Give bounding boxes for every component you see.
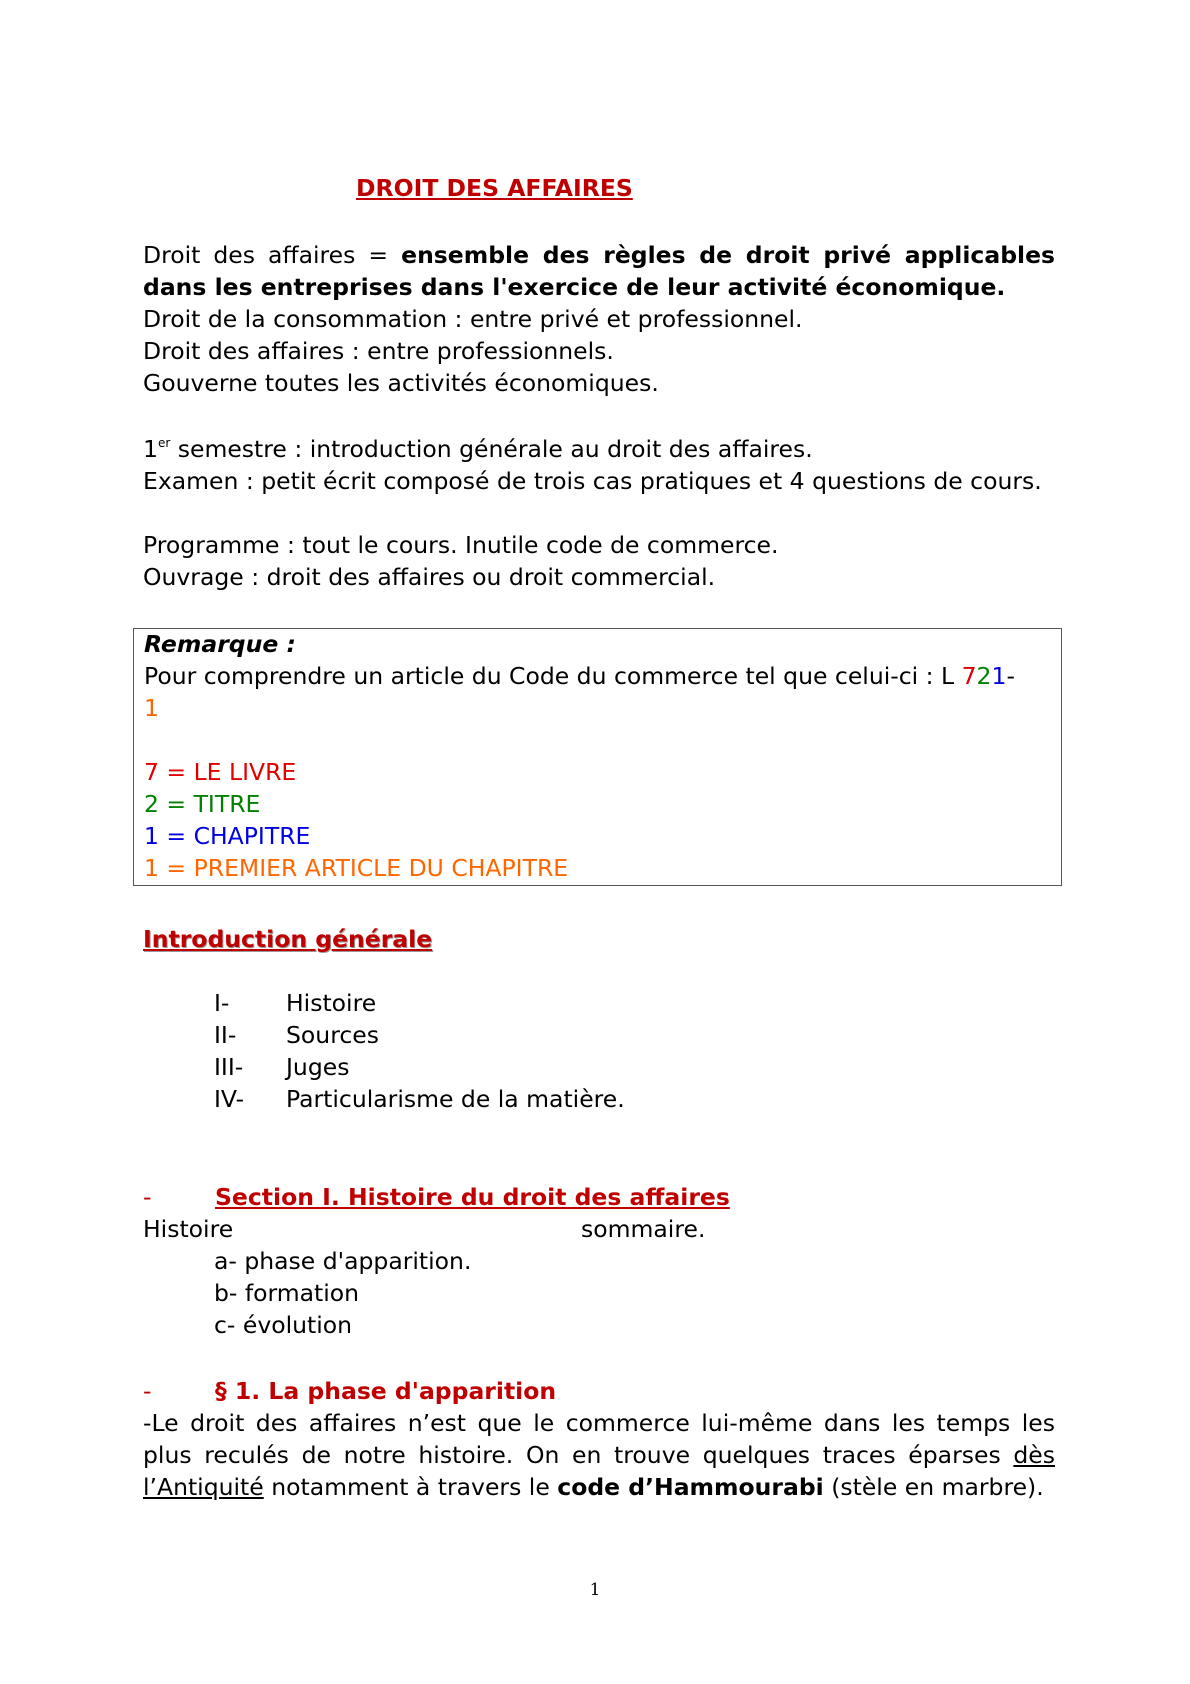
code-digit-chapitre: 1 [991,662,1007,690]
legend-article: 1 = PREMIER ARTICLE DU CHAPITRE [144,854,569,882]
intro-line-consommation: Droit de la consommation : entre privé et professionnel. [143,305,803,333]
section-1-sub-a: a- phase d'apparition. [214,1247,472,1275]
paragraph-1-text-c: (stèle en marbre). [823,1473,1044,1501]
antiquite-underlined: dès l’Antiquité [143,1441,1055,1501]
legend-chapitre: 1 = CHAPITRE [144,822,311,850]
semester-line [143,433,1055,465]
remark-box [133,628,1062,886]
page-number: 1 [589,1580,601,1600]
outline-item-label: Sources [286,1021,379,1049]
remark-heading: Remarque : [144,630,296,658]
hammourabi-bold: code d’Hammourabi [557,1473,824,1501]
outline-item-number: IV- [214,1085,245,1113]
definition-bold: ensemble des règles de droit privé applicables dans les entreprises dans l'exercice de leur activité économique. [143,241,1056,301]
semester-text: semestre : introduction générale au droit des affaires. [170,435,813,463]
exam-paragraph: Examen : petit écrit composé de trois cas pratiques et 4 questions de cours. [143,467,1042,495]
section-1-sub-c: c- évolution [214,1311,353,1339]
book-line: Ouvrage : droit des affaires ou droit commercial. [143,563,716,591]
code-digit-article: 1 [144,694,159,722]
remark-text-body: Pour comprendre un article du Code du commerce tel que celui-ci : L [144,662,962,690]
paragraph-1-text-b: notamment à travers le [263,1473,558,1501]
intro-line-gouverne: Gouverne toutes les activités économiques. [143,369,659,397]
outline-item-label: Particularisme de la matière. [286,1085,625,1113]
section-1-dash: - [143,1183,152,1211]
code-digit-livre: 7 [961,662,977,690]
semester-number: 1 [143,435,158,463]
document-title: DROIT DES AFFAIRES [356,174,633,202]
paragraph-1-text-a: -Le droit des affaires n’est que le commerce lui-même dans les temps les plus reculés de notre histoire. On en trouve quelques traces éparses [143,1409,1055,1469]
paragraph-1-dash: - [143,1377,152,1405]
definition-prefix: Droit des affaires = [143,241,402,269]
outline-item-label: Histoire [286,989,377,1017]
section-1-title: Section I. Histoire du droit des affaires [215,1183,730,1211]
paragraph-1-title: § 1. La phase d'apparition [215,1377,557,1405]
outline-item-label: Juges [286,1053,350,1081]
legend-livre: 7 = LE LIVRE [144,758,297,786]
code-digit-titre: 2 [976,662,992,690]
outline-item-number: II- [214,1021,237,1049]
histoire-left: Histoire [143,1215,234,1243]
program-line: Programme : tout le cours. Inutile code de commerce. [143,531,779,559]
code-dash: - [1006,662,1015,690]
paragraph-1-body [143,1407,1055,1503]
remark-text [144,660,1049,724]
section-1-sub-b: b- formation [214,1279,360,1307]
semester-superscript: er [157,436,171,450]
definition-paragraph [143,239,1055,303]
outline-item-number: I- [214,989,230,1017]
intro-line-affaires: Droit des affaires : entre professionnels. [143,337,614,365]
legend-titre: 2 = TITRE [144,790,261,818]
histoire-right: sommaire. [581,1215,706,1243]
outline-item-number: III- [214,1053,244,1081]
introduction-generale-heading: Introduction générale [143,925,433,953]
